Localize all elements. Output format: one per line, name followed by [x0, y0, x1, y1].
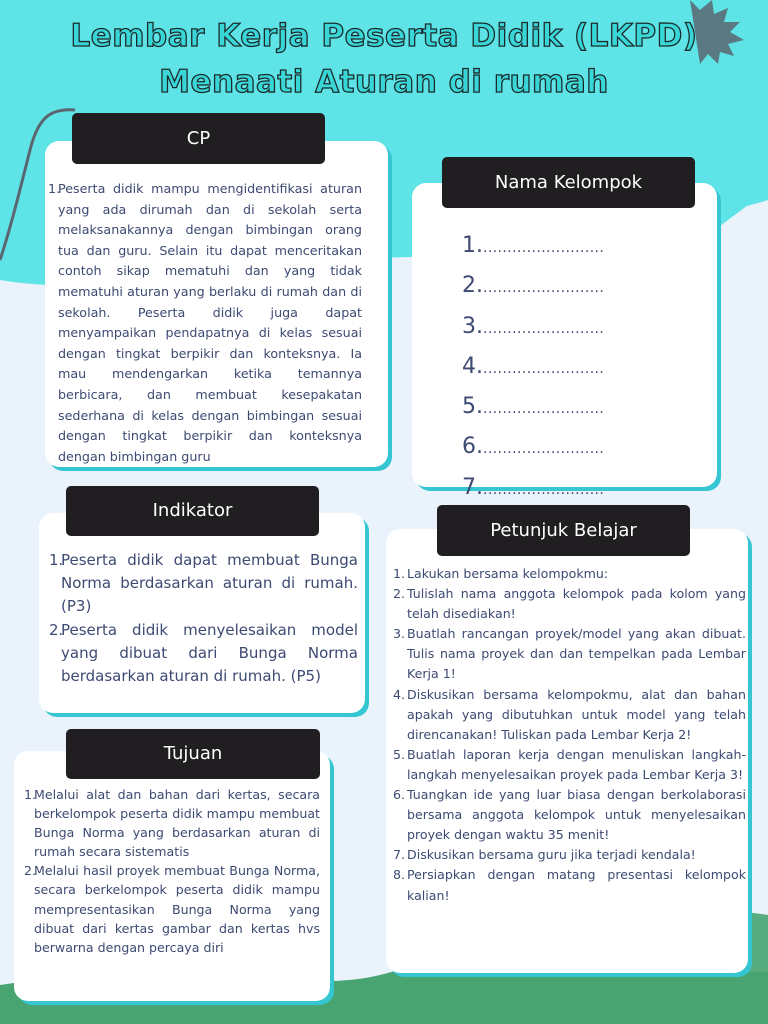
indikator-card — [39, 513, 365, 713]
group-member-list — [462, 227, 604, 509]
cp-item: 1. Peserta didik mampu mengidentifikasi aturan yang ada dirumah dan di sekolah serta melaksanakannya dengan bimbingan orang tua dan guru. Selain itu dapat menceritakan contoh sikap mematuhi dan yang tidak mematuhi aturan yang berlaku di rumah dan di sekolah. Peserta didik juga dapat menyampaikan pendapatnya di kelas sesuai dengan tingkat berpikir dan konteksnya. Ia mau mendengarkan ketika temannya berbicara, dan membuat kesepakatan sederhana di kelas dengan bimbingan sesuai dengan tingkat berpikir dan konteksnya dengan bimbingan guru — [48, 181, 362, 464]
petunjuk-item: 5. Buatlah laporan kerja dengan menuliskan langkah-langkah menyelesaikan proyek pada Lembar Kerja 3! — [393, 746, 746, 782]
page-subtitle: Menaati Aturan di rumah — [159, 64, 609, 100]
petunjuk-item: 1. Lakukan bersama kelompokmu: — [393, 566, 609, 581]
indikator-item: 1. Peserta didik dapat membuat Bunga Norma berdasarkan aturan di rumah. (P3) — [49, 551, 358, 616]
petunjuk-card — [386, 529, 748, 973]
group-member-row[interactable]: 1.......................... — [462, 233, 605, 258]
tujuan-list — [24, 785, 320, 957]
group-member-row[interactable]: 5.......................... — [462, 394, 605, 420]
petunjuk-item: 4. Diskusikan bersama kelompokmu, alat dan bahan apakah yang dibutuhkan untuk model yang telah direncanakan! Tuliskan pada Lembar Kerja 2! — [393, 686, 746, 742]
indikator-heading: Indikator — [66, 486, 319, 536]
tujuan-item: 1. Melalui alat dan bahan dari kertas, secara berkelompok peserta didik mampu membuat Bunga Norma yang berdasarkan aturan di rumah secara sistematis — [24, 787, 320, 860]
tujuan-card — [14, 751, 330, 1001]
indikator-item: 2. Peserta didik menyelesaikan model yang dibuat dari Bunga Norma berdasarkan aturan di rumah. (P5) — [49, 620, 358, 686]
petunjuk-item: 7. Diskusikan bersama guru jika terjadi kendala! — [393, 847, 696, 863]
petunjuk-item: 2. Tulislah nama anggota kelompok pada kolom yang telah disediakan! — [393, 586, 746, 622]
group-member-row[interactable]: 7.......................... — [462, 474, 605, 500]
group-member-row[interactable]: 4.......................... — [462, 353, 605, 379]
tujuan-item: 2. Melalui hasil proyek membuat Bunga Norma, secara berkelompok peserta didik mampu mempresentasikan Bunga Norma yang dibuat dari kertas gambar dan kertas hvs berwarna dengan percaya diri — [24, 863, 320, 955]
nama-kelompok-heading: Nama Kelompok — [442, 157, 695, 208]
group-member-row[interactable]: 3.......................... — [462, 313, 605, 339]
tujuan-heading: Tujuan — [66, 729, 320, 779]
group-member-row[interactable]: 6.......................... — [462, 434, 605, 460]
indikator-list — [49, 549, 358, 688]
petunjuk-heading: Petunjuk Belajar — [437, 505, 690, 556]
group-member-row[interactable]: 2.......................... — [462, 273, 605, 299]
cp-card — [45, 141, 388, 467]
petunjuk-item: 6. Tuangkan ide yang luar biasa dengan berkolaborasi bersama anggota kelompok untuk menyelesaikan proyek dengan waktu 35 menit! — [393, 787, 746, 843]
petunjuk-list — [393, 564, 746, 906]
cp-heading: CP — [72, 113, 325, 164]
petunjuk-item: 3. Buatlah rancangan proyek/model yang akan dibuat. Tulis nama proyek dan dan tempelkan pada Lembar Kerja 1! — [393, 626, 746, 682]
petunjuk-item: 8. Persiapkan dengan matang presentasi kelompok kalian! — [393, 867, 746, 903]
page-title: Lembar Kerja Peserta Didik (LKPD) — [70, 18, 698, 54]
cp-list — [48, 179, 362, 467]
